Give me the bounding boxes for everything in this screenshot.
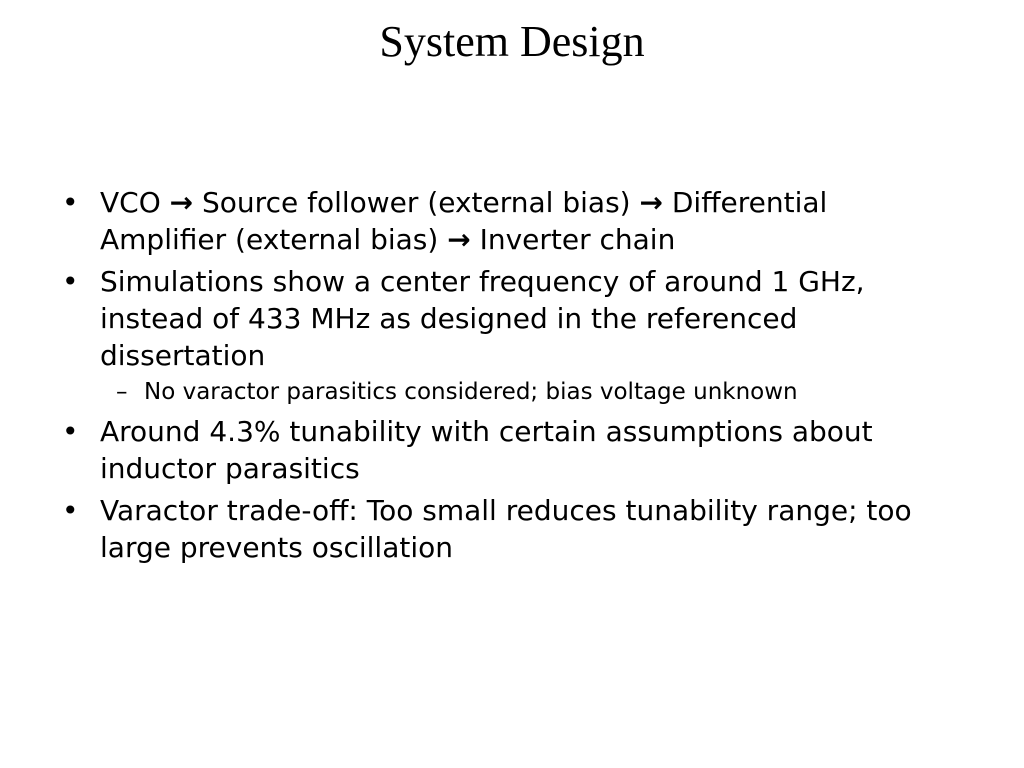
bullet-marker: • (62, 415, 79, 448)
bullet-text: Varactor trade-off: Too small reduces tunability range; too large prevents oscillation (100, 494, 912, 564)
right-arrow-icon: → (639, 186, 663, 219)
bullet-marker: • (62, 494, 79, 527)
bullet-item-varactor (62, 492, 962, 566)
bullet-list (62, 184, 962, 571)
right-arrow-icon: → (447, 223, 471, 256)
sub-bullet-item (100, 376, 962, 408)
bullet-item-tunability (62, 413, 962, 487)
chain-stage-vco: VCO (100, 186, 161, 219)
chain-stage-inverter: Inverter chain (479, 223, 676, 256)
right-arrow-icon: → (169, 186, 194, 219)
bullet-marker: • (62, 265, 79, 298)
bullet-marker: • (62, 186, 79, 219)
bullet-text: Around 4.3% tunability with certain assumptions about inductor parasitics (100, 415, 873, 485)
sub-bullet-list (100, 376, 962, 408)
bullet-item-signal-chain (62, 184, 962, 258)
slide-title: System Design (379, 17, 645, 66)
sub-bullet-marker: – (116, 379, 128, 405)
bullet-text: Simulations show a center frequency of around 1 GHz, instead of 433 MHz as designed in the referenced dissertation (100, 265, 865, 372)
chain-stage-source-follower: Source follower (external bias) (202, 186, 631, 219)
sub-bullet-text: No varactor parasitics considered; bias voltage unknown (144, 379, 798, 405)
bullet-item-simulations (62, 263, 962, 408)
chain-stage-diff-amp: Differential Amplifier (external bias) (100, 186, 828, 256)
